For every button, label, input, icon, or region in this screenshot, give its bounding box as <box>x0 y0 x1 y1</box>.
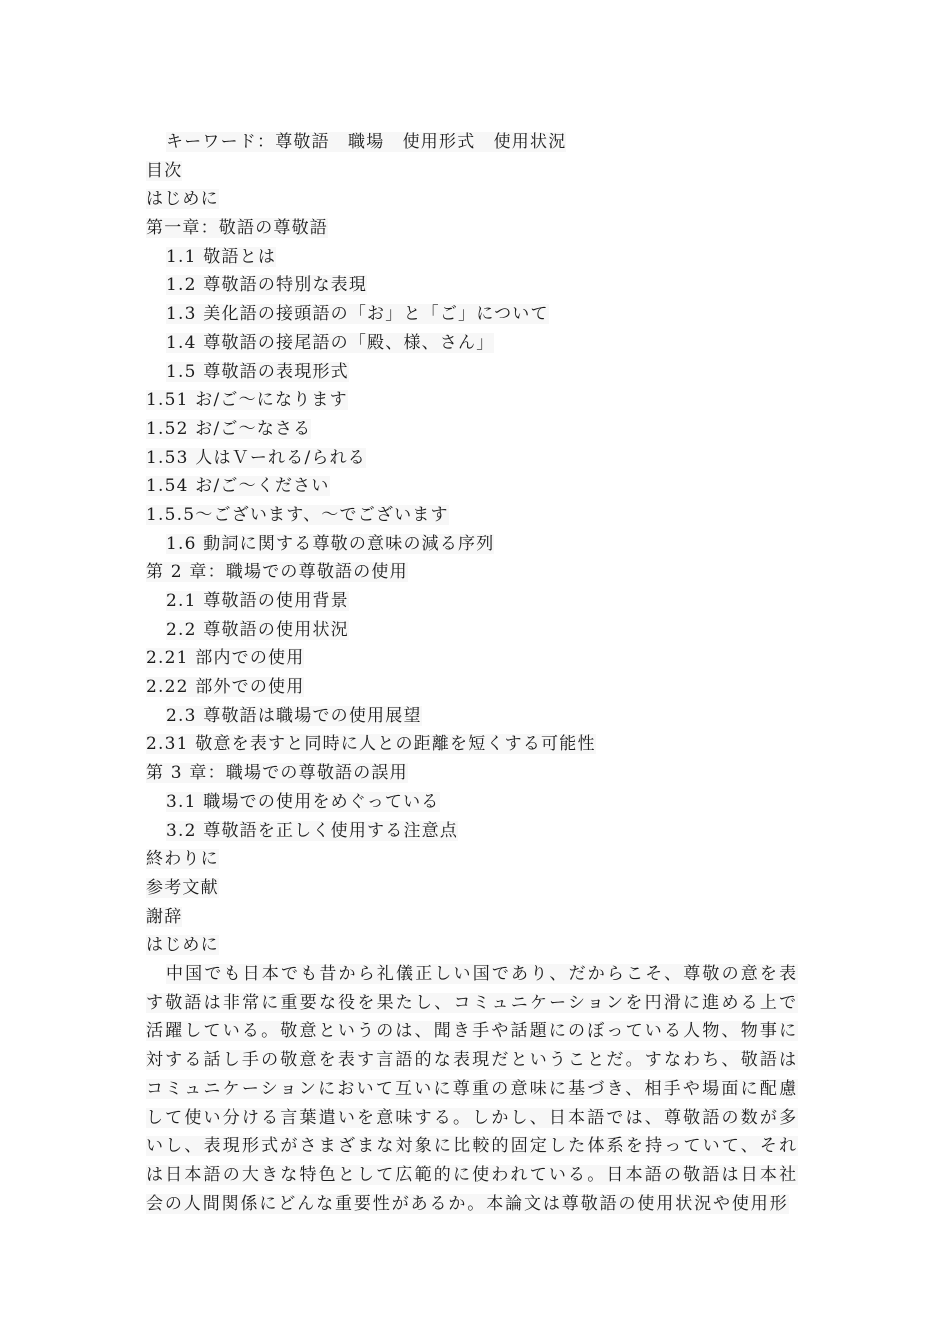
toc-item-text: 2.1 尊敬語の使用背景 <box>166 591 349 611</box>
toc-item <box>146 759 806 788</box>
toc-item-text: 2.22 部外での使用 <box>146 677 305 698</box>
toc-item <box>146 271 806 300</box>
toc-item-text: 2.3 尊敬語は職場での使用展望 <box>166 705 422 726</box>
toc-item-text: 1.51 お/ご～になります <box>146 390 348 411</box>
intro-paragraph-text: 中国でも日本でも昔から礼儀正しい国であり、だからこそ、尊敬の意を表す敬語は非常に重要な役を果たし、コミュニケーションを円滑に進める上で活躍している。敬意というのは、聞き手や話題にのぼっている人物、物事に対する話し手の敬意を表す言語的な表現だということだ。すなわち、敬語はコミュニケーションにおいて互いに尊重の意味に基づき、相手や場面に配慮して使い分ける言葉遣いを意味する。しかし、日本語では、尊敬語の数が多いし、表現形式がさまざまな対象に比較的固定した体系を持っていて、それは日本語の大きな特色として広範的に使われている。日本語の敬語は日本社会の人間関係にどんな重要性があるか。本論文は尊敬語の使用状況や使用形 <box>146 964 798 1214</box>
toc-item <box>146 931 806 960</box>
toc-item <box>146 558 806 587</box>
toc-item-text: 1.4 尊敬語の接尾語の「殿、様、さん」 <box>166 332 495 353</box>
toc-item <box>146 415 806 444</box>
toc-item <box>146 329 806 358</box>
toc-item-list <box>146 185 806 960</box>
toc-item-text: 第 3 章：職場での尊敬語の誤用 <box>146 763 408 784</box>
toc-item <box>146 214 806 243</box>
toc-item-text: 1.52 お/ご～なさる <box>146 418 312 439</box>
toc-item <box>146 845 806 874</box>
toc-item <box>146 358 806 387</box>
toc-item-text: 1.3 美化語の接頭語の「お」と「ご」について <box>166 304 549 325</box>
toc-item <box>146 730 806 759</box>
toc-item <box>146 673 806 702</box>
toc-item-text: 1.1 敬語とは <box>166 246 277 267</box>
toc-item <box>146 530 806 559</box>
toc-item <box>146 788 806 817</box>
toc-item <box>146 644 806 673</box>
toc-item-text: 1.53 人はＶーれる/られる <box>146 447 366 468</box>
toc-item-text: 3.1 職場での使用をめぐっている <box>166 791 440 812</box>
toc-item-text: 参考文献 <box>146 877 219 898</box>
toc-item <box>146 243 806 272</box>
toc-item <box>146 702 806 731</box>
toc-item-text: 謝辞 <box>146 906 183 927</box>
toc-item-text: 1.54 お/ご～ください <box>146 476 330 497</box>
toc-item <box>146 300 806 329</box>
toc-item <box>146 903 806 932</box>
toc-item <box>146 874 806 903</box>
keywords-text: キーワード：尊敬語 職場 使用形式 使用状況 <box>166 132 567 152</box>
toc-item <box>146 587 806 616</box>
toc-item-text: 2.31 敬意を表すと同時に人との距離を短くする可能性 <box>146 734 596 755</box>
toc-item-text: 3.2 尊敬語を正しく使用する注意点 <box>166 820 459 841</box>
toc-item <box>146 817 806 846</box>
table-of-contents <box>146 128 806 960</box>
toc-item-text: 1.5.5～ございます、～でございます <box>146 504 449 525</box>
toc-item-text: 1.6 動詞に関する尊敬の意味の減る序列 <box>166 533 495 554</box>
toc-item <box>146 501 806 530</box>
toc-item <box>146 616 806 645</box>
toc-item-text: はじめに <box>146 935 219 956</box>
toc-item-text: 第 2 章：職場での尊敬語の使用 <box>146 562 408 583</box>
toc-item <box>146 185 806 214</box>
toc-item <box>146 444 806 473</box>
toc-item-text: 1.5 尊敬語の表現形式 <box>166 361 349 382</box>
toc-item <box>146 472 806 501</box>
toc-heading <box>146 157 806 186</box>
toc-item-text: 2.2 尊敬語の使用状況 <box>166 619 349 640</box>
toc-item-text: 2.21 部内での使用 <box>146 648 305 669</box>
toc-heading-text: 目次 <box>146 160 183 181</box>
toc-item-text: はじめに <box>146 189 219 210</box>
toc-item-text: 1.2 尊敬語の特別な表現 <box>166 275 368 296</box>
toc-item <box>146 386 806 415</box>
toc-item-text: 第一章：敬語の尊敬語 <box>146 218 328 239</box>
keywords-line <box>146 128 806 157</box>
toc-item-text: 終わりに <box>146 849 219 870</box>
intro-paragraph <box>146 960 798 1218</box>
